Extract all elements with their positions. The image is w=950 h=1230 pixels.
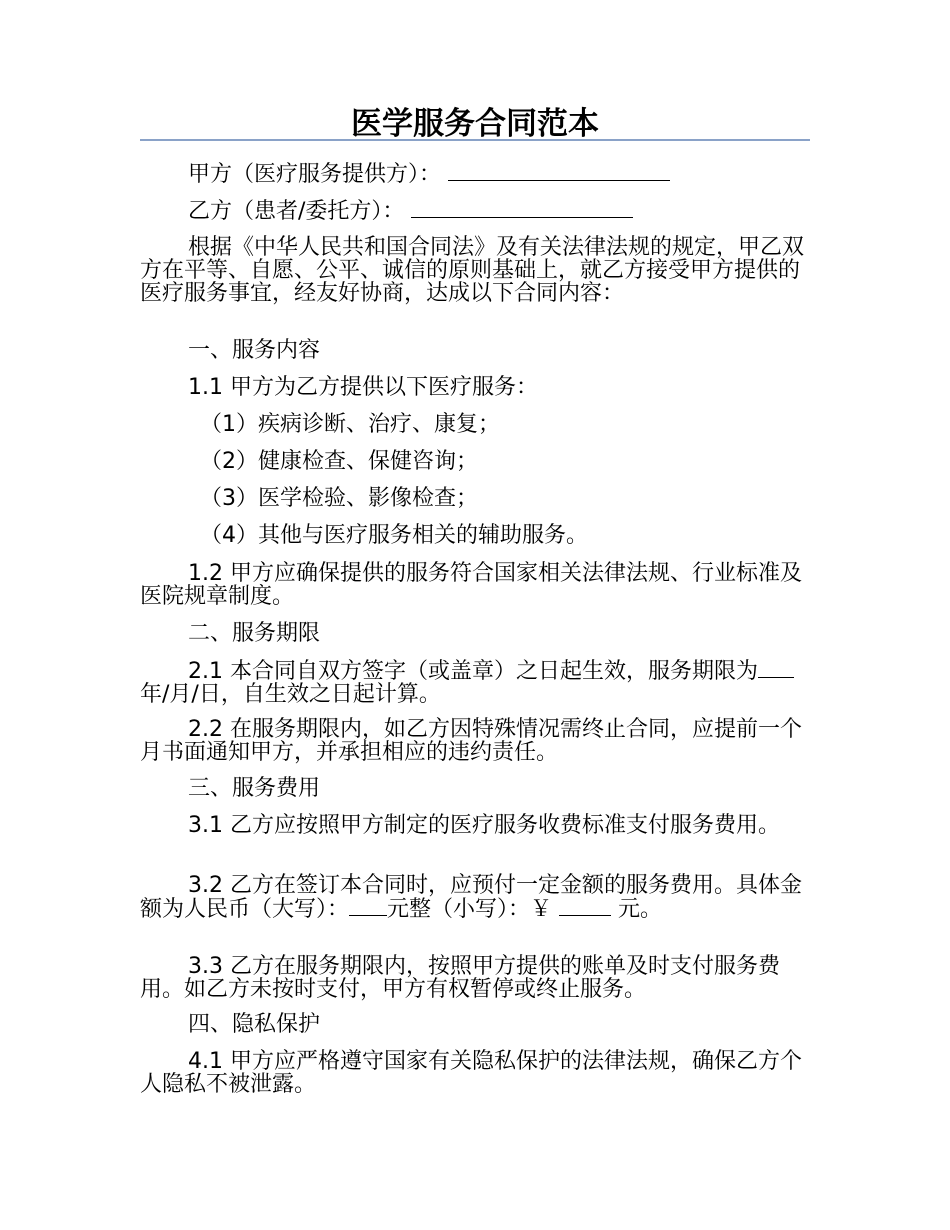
intro-paragraph: 根据《中华人民共和国合同法》及有关法律法规的规定，甲乙双方在平等、自愿、公平、诚信的原则基础上，就乙方接受甲方提供的医疗服务事宜，经友好协商，达成以下合同内容：: [140, 235, 805, 306]
party-a-label: 甲方（医疗服务提供方）：: [188, 162, 442, 187]
service-item-4: （4）其他与医疗服务相关的辅助服务。: [200, 523, 588, 548]
service-item-2: （2）健康检查、保健咨询；: [200, 449, 478, 474]
clause-2-1-text-b: 年/月/日，自生效之日起计算。: [140, 682, 441, 707]
term-blank[interactable]: [758, 659, 794, 678]
clause-3-1: 3.1 乙方应按照甲方制定的医疗服务收费标准支付服务费用。: [188, 813, 780, 838]
section-1-heading: 一、服务内容: [188, 338, 321, 363]
clause-3-2-text-a: 3.2 乙方在签订本合同时，应预付一定金额的服务费用。具体金额为人民币（大写）：: [140, 873, 802, 922]
party-a-line: [140, 162, 812, 186]
party-a-blank[interactable]: [448, 162, 670, 181]
clause-2-1: [140, 659, 812, 706]
section-4-heading: 四、隐私保护: [188, 1012, 321, 1037]
amount-words-blank[interactable]: [349, 897, 387, 916]
clause-3-2-text-b: 元整（小写）：￥: [387, 897, 553, 922]
section-2-heading: 二、服务期限: [188, 621, 321, 646]
clause-2-2: 2.2 在服务期限内，如乙方因特殊情况需终止合同，应提前一个月书面通知甲方，并承担相应的违约责任。: [140, 717, 802, 765]
amount-figures-blank[interactable]: [559, 897, 611, 916]
party-b-blank[interactable]: [411, 199, 633, 218]
service-item-1: （1）疾病诊断、治疗、康复；: [200, 412, 500, 437]
clause-3-3: 3.3 乙方在服务期限内，按照甲方提供的账单及时支付服务费用。如乙方未按时支付，甲方有权暂停或终止服务。: [140, 954, 780, 1002]
clause-3-2: [140, 874, 812, 921]
service-item-3: （3）医学检验、影像检查；: [200, 486, 478, 511]
clause-2-1-text-a: 2.1 本合同自双方签字（或盖章）之日起生效，服务期限为: [188, 659, 758, 684]
clause-1-1: 1.1 甲方为乙方提供以下医疗服务：: [188, 375, 538, 400]
party-b-label: 乙方（患者/委托方）：: [188, 199, 405, 224]
clause-1-2: 1.2 甲方应确保提供的服务符合国家相关法律法规、行业标准及医院规章制度。: [140, 561, 802, 609]
clause-3-2-text-c: 元。: [618, 897, 663, 922]
title-underline: [140, 139, 810, 141]
document-title: 医学服务合同范本: [351, 106, 599, 142]
section-3-heading: 三、服务费用: [188, 776, 321, 801]
clause-4-1: 4.1 甲方应严格遵守国家有关隐私保护的法律法规，确保乙方个人隐私不被泄露。: [140, 1049, 802, 1097]
party-b-line: [140, 199, 812, 223]
